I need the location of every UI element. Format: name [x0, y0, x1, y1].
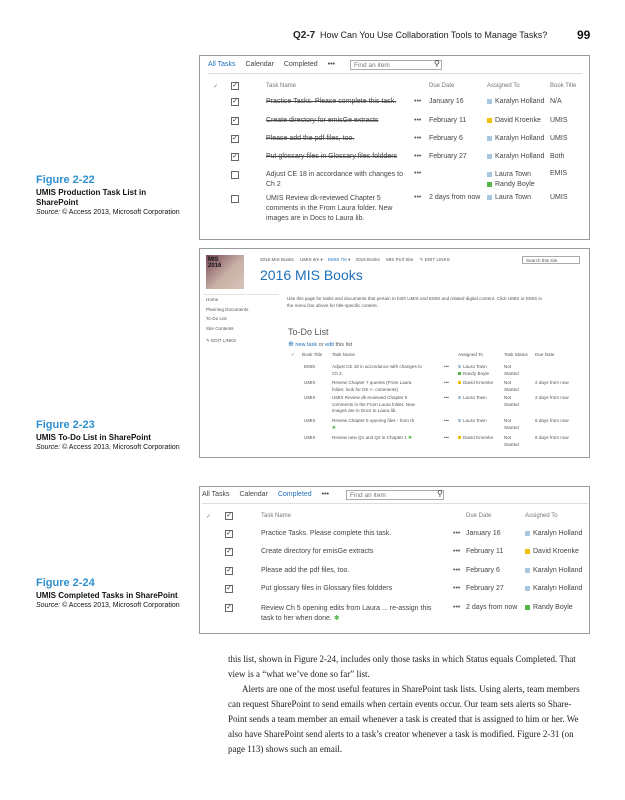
due-date: 2 days from now [429, 194, 481, 201]
figure-2-23-screenshot [199, 248, 590, 458]
presence-indicator [525, 531, 530, 536]
search-icon[interactable]: ⚲ [434, 59, 440, 68]
row-menu-button[interactable]: ••• [414, 98, 422, 105]
pencil-icon: ✎ [206, 338, 210, 343]
task-name[interactable]: Practice Tasks. Please complete this task. [266, 98, 397, 105]
task-checkbox[interactable]: ✓ [226, 585, 232, 592]
presence-indicator [458, 372, 461, 375]
presence-indicator [487, 99, 492, 104]
book-title: UMIS [550, 135, 568, 142]
task-name[interactable]: Review new Q1 and Q2 in Chapter 1 ✱ [332, 435, 412, 440]
assignee[interactable]: Karalyn Holland [525, 567, 582, 574]
assignee[interactable]: David Kroenke [525, 548, 579, 555]
row-menu-button[interactable]: ••• [453, 604, 461, 611]
book-title: EMIS [304, 364, 316, 369]
row-menu-button[interactable]: ••• [414, 117, 422, 124]
assignee[interactable]: David Kroenke [458, 435, 493, 440]
presence-indicator [525, 586, 530, 591]
task-checkbox[interactable]: ✓ [226, 604, 232, 611]
task-name[interactable]: Please add the pdf files, too. [266, 135, 355, 142]
task-name[interactable]: Adjust CE 18 in accordance with changes to Ch 2 [266, 171, 403, 188]
assignee[interactable]: David Kroenke [487, 117, 541, 124]
row-menu-button[interactable]: ••• [414, 194, 422, 201]
nav-umis[interactable]: UMIS 6/e [300, 257, 320, 262]
nav-2015-books[interactable]: 2015 Books [355, 257, 380, 262]
search-icon[interactable]: ⚲ [437, 489, 443, 498]
presence-indicator [458, 365, 461, 368]
edit-links-button[interactable]: EDIT LINKS [424, 257, 450, 262]
row-menu-button[interactable]: ••• [414, 170, 422, 177]
page-intro: Use this page for tasks and documents that pertain to both UMIS and EMIS and related digital content. Click UMIS or EMIS in the menu line above for title-specific content. [287, 296, 543, 308]
task-status: Not Started [504, 380, 519, 392]
presence-indicator [487, 136, 492, 141]
col-due-date[interactable]: Due Date [466, 513, 492, 519]
left-nav-site-contents[interactable]: Site Contents [206, 325, 234, 331]
figure-2-23-caption [36, 419, 186, 452]
left-nav-home[interactable]: Home [206, 297, 219, 302]
task-checkbox[interactable]: ✓ [226, 530, 232, 537]
presence-indicator [487, 154, 492, 159]
due-date: February 11 [429, 117, 467, 124]
assignee[interactable]: David Kroenke [458, 380, 493, 385]
col-task-name[interactable]: Task Name [266, 83, 297, 89]
task-status: Not Started [504, 395, 519, 407]
figure-title: UMIS Production Task List in SharePoint [36, 188, 147, 207]
task-name[interactable]: Put glossary files in Glossary files foldders [266, 153, 398, 160]
col-select: ✓ [206, 514, 212, 520]
figure-title: UMIS To-Do List in SharePoint [36, 433, 151, 442]
check-column: ✓ [291, 352, 295, 357]
task-name[interactable]: UMIS Review dk-reviewed Chapter 5 comments in the From Laura folder. New images are in Docs to Laura lib. [332, 395, 415, 413]
task-checkbox[interactable]: ✓ [232, 135, 238, 142]
col-task-name[interactable]: Task Name [332, 352, 355, 357]
task-name[interactable]: Review Chapter 7 queries (From Laura folder, look for DK <- comments) [332, 380, 412, 392]
assignee[interactable]: Laura Town Randy Boyle [487, 170, 535, 190]
new-task-line: ⊕ new task or edit this list [288, 341, 353, 348]
row-menu-button[interactable]: ••• [453, 585, 461, 592]
assignee[interactable]: Karalyn Holland [487, 98, 544, 105]
due-date: February 27 [429, 153, 467, 160]
select-all-checkbox[interactable]: ✓ [232, 82, 238, 89]
figure-2-22-screenshot [199, 55, 590, 240]
new-item-icon: ✱ [408, 435, 412, 440]
col-due-date[interactable]: Due Date [535, 352, 555, 357]
col-task-name[interactable]: Task Name [261, 513, 292, 519]
row-menu-button[interactable]: ••• [444, 395, 449, 400]
presence-indicator [487, 182, 492, 187]
figure-number: Figure 2-24 [36, 577, 95, 589]
new-item-icon: ✱ [332, 424, 336, 430]
page-number: 99 [577, 28, 591, 42]
due-date: 6 days from now [535, 418, 569, 423]
assignee[interactable]: Karalyn Holland [525, 530, 582, 537]
figure-2-22-caption [36, 174, 186, 217]
assignee[interactable]: Laura Town [458, 418, 487, 423]
plus-circle-icon[interactable]: ⊕ [288, 341, 294, 348]
due-date: 2 days from now [466, 604, 518, 611]
tab-completed[interactable]: Completed [283, 61, 318, 68]
presence-indicator [458, 396, 461, 399]
presence-indicator [458, 381, 461, 384]
tab-calendar[interactable]: Calendar [239, 491, 268, 498]
book-title: UMIS [304, 395, 316, 400]
row-menu-button[interactable]: ••• [414, 153, 422, 160]
top-nav: 2016 MIS Books UMIS 6/e ▾ EMIS 7/e ▾ 2015 Books MIS Prof Site ✎ EDIT LINKS [260, 257, 450, 262]
task-name[interactable]: Review Chapter 5 opening files - from rb ✱ [332, 418, 415, 430]
book-title: UMIS [550, 117, 568, 124]
book-title: UMIS [304, 380, 316, 385]
presence-indicator [458, 419, 461, 422]
task-name[interactable]: UMIS Review dk-reviewed Chapter 5 comments in the From Laura folder. New images are in Docs to Laura lib. [266, 195, 393, 222]
assignee[interactable]: Karalyn Holland [487, 153, 544, 160]
figure-2-24-caption [36, 577, 186, 610]
task-name[interactable]: Practice Tasks. Please complete this task. [261, 530, 392, 537]
nav-emis[interactable]: EMIS 7/e [327, 257, 347, 262]
select-all-checkbox[interactable]: ✓ [226, 512, 232, 519]
assignee[interactable]: Randy Boyle [525, 604, 573, 611]
nav-2016-mis-books[interactable]: 2016 MIS Books [260, 257, 294, 262]
presence-indicator [525, 605, 530, 610]
pencil-icon: ✎ [419, 257, 424, 262]
col-book-title[interactable]: Book Title [550, 83, 577, 89]
figure-source: Source: © Access 2013, Microsoft Corporation [36, 444, 180, 451]
row-menu-button[interactable]: ••• [444, 418, 449, 423]
task-checkbox[interactable] [231, 195, 239, 203]
tab-completed[interactable]: Completed [277, 491, 312, 498]
figure-source: Source: © Access 2013, Microsoft Corporation [36, 209, 180, 216]
task-status: Not Started [504, 418, 519, 430]
task-name[interactable]: Create directory for emisGe extracts [261, 548, 374, 555]
search-input[interactable]: Find an item [346, 490, 444, 500]
task-checkbox[interactable]: ✓ [226, 548, 232, 555]
left-nav-edit-links[interactable]: EDIT LINKS [211, 338, 237, 343]
presence-indicator [525, 549, 530, 554]
book-title: UMIS [550, 194, 568, 201]
left-nav [206, 295, 248, 346]
view-tabs [202, 491, 337, 498]
site-title: 2016 MIS Books [260, 267, 363, 283]
due-date: 2 days from now [535, 380, 569, 385]
due-date: February 6 [466, 567, 500, 574]
presence-indicator [525, 568, 530, 573]
due-date: February 27 [466, 585, 504, 592]
task-checkbox[interactable] [231, 171, 239, 179]
col-due-date[interactable]: Due Date [429, 83, 455, 89]
book-title: Both [550, 153, 565, 160]
running-title: How Can You Use Collaboration Tools to Manage Tasks? [320, 30, 548, 40]
task-name[interactable]: Please add the pdf files, too. [261, 567, 350, 574]
col-assigned-to[interactable]: Assigned To [458, 352, 483, 357]
more-views-button[interactable]: ••• [321, 491, 329, 498]
nav-mis-prof-site[interactable]: MIS Prof Site [386, 257, 414, 262]
tab-all-tasks[interactable]: All Tasks [208, 61, 236, 68]
row-menu-button[interactable]: ••• [453, 548, 461, 555]
task-status: Not Started [504, 364, 519, 376]
task-checkbox[interactable]: ✓ [232, 153, 238, 160]
figure-source: Source: © Access 2013, Microsoft Corporation [36, 602, 180, 609]
row-menu-button[interactable]: ••• [444, 380, 449, 385]
tab-calendar[interactable]: Calendar [245, 61, 274, 68]
task-name[interactable]: Create directory for emisGe extracts [266, 117, 379, 124]
task-checkbox[interactable]: ✓ [232, 98, 238, 105]
row-menu-button[interactable]: ••• [414, 135, 422, 142]
row-menu-button[interactable]: ••• [453, 567, 461, 574]
task-checkbox[interactable]: ✓ [226, 567, 232, 574]
col-task-status[interactable]: Task Status [504, 352, 528, 357]
new-item-icon: ✱ [333, 615, 340, 622]
figure-number: Figure 2-22 [36, 174, 95, 186]
due-date: 6 days from now [535, 435, 569, 440]
task-status: Not Started [504, 435, 519, 447]
col-select: ✓ [213, 84, 219, 90]
site-search-input[interactable]: Search this site [522, 256, 580, 264]
section-code: Q2-7 [293, 30, 316, 41]
view-tabs [208, 61, 343, 68]
list-title: To-Do List [288, 327, 329, 337]
assignee[interactable]: Laura Town Randy Boyle [458, 364, 489, 377]
assignee[interactable]: Laura Town [487, 194, 531, 201]
tab-all-tasks[interactable]: All Tasks [202, 491, 230, 498]
col-book-title[interactable]: Book Title [302, 352, 323, 357]
presence-indicator [458, 436, 461, 439]
search-input[interactable]: Find an item [350, 60, 442, 70]
figure-2-24-screenshot [199, 486, 590, 634]
due-date: February 11 [466, 548, 504, 555]
row-menu-button[interactable]: ••• [444, 364, 449, 369]
task-checkbox[interactable]: ✓ [232, 117, 238, 124]
col-assigned-to[interactable]: Assigned To [487, 83, 520, 89]
assignee[interactable]: Laura Town [458, 395, 487, 400]
assignee[interactable]: Karalyn Holland [487, 135, 544, 142]
presence-indicator [487, 172, 492, 177]
due-date: February 6 [429, 135, 463, 142]
task-name[interactable]: Adjust CE 18 in accordance with changes to Ch 2 [332, 364, 422, 376]
assignee[interactable]: Karalyn Holland [525, 585, 582, 592]
presence-indicator [487, 195, 492, 200]
body-paragraphs: this list, shown in Figure 2-24, includes only those tasks in which Status equals Completed. That view is a “what we’ve done so far” list. Alerts are one of the most useful features in SharePoint task lists. Using alerts, team members can request SharePoint to send emails when certain events occur. Our team sets alerts so Share- Point sends a team member an email whenever a task is created that is assigned to him or her. We also have SharePoint send alerts to a task’s creator whenever a task is modified. Figure 2-31 (on page 113) shows such an email. [228, 654, 580, 754]
due-date: January 16 [466, 530, 501, 537]
row-menu-button[interactable]: ••• [444, 435, 449, 440]
task-name[interactable]: Review Ch 5 opening edits from Laura ... re-assign this task to her when done. ✱ [261, 605, 432, 622]
figure-title: UMIS Completed Tasks in SharePoint [36, 591, 178, 600]
task-name[interactable]: Put glossary files in Glossary files foldders [261, 585, 393, 592]
site-logo[interactable]: MIS 2016 [206, 255, 244, 289]
left-nav-to-do-list[interactable]: To-Do List [206, 316, 227, 321]
divider [202, 503, 588, 504]
row-menu-button[interactable]: ••• [453, 530, 461, 537]
figure-number: Figure 2-23 [36, 419, 95, 431]
due-date: 2 days from now [535, 395, 569, 400]
col-assigned-to[interactable]: Assigned To [525, 513, 558, 519]
book-title: UMIS [304, 418, 316, 423]
due-date: January 16 [429, 98, 464, 105]
book-title: N/A [550, 98, 562, 105]
book-title: UMIS [304, 435, 316, 440]
presence-indicator [487, 118, 492, 123]
edit-list-link[interactable]: edit [325, 342, 334, 348]
book-title: EMIS [550, 170, 568, 177]
divider [208, 73, 582, 74]
new-task-link[interactable]: new task [295, 342, 318, 348]
left-nav-planning-documents[interactable]: Planning Documents [206, 306, 249, 312]
more-views-button[interactable]: ••• [327, 61, 335, 68]
